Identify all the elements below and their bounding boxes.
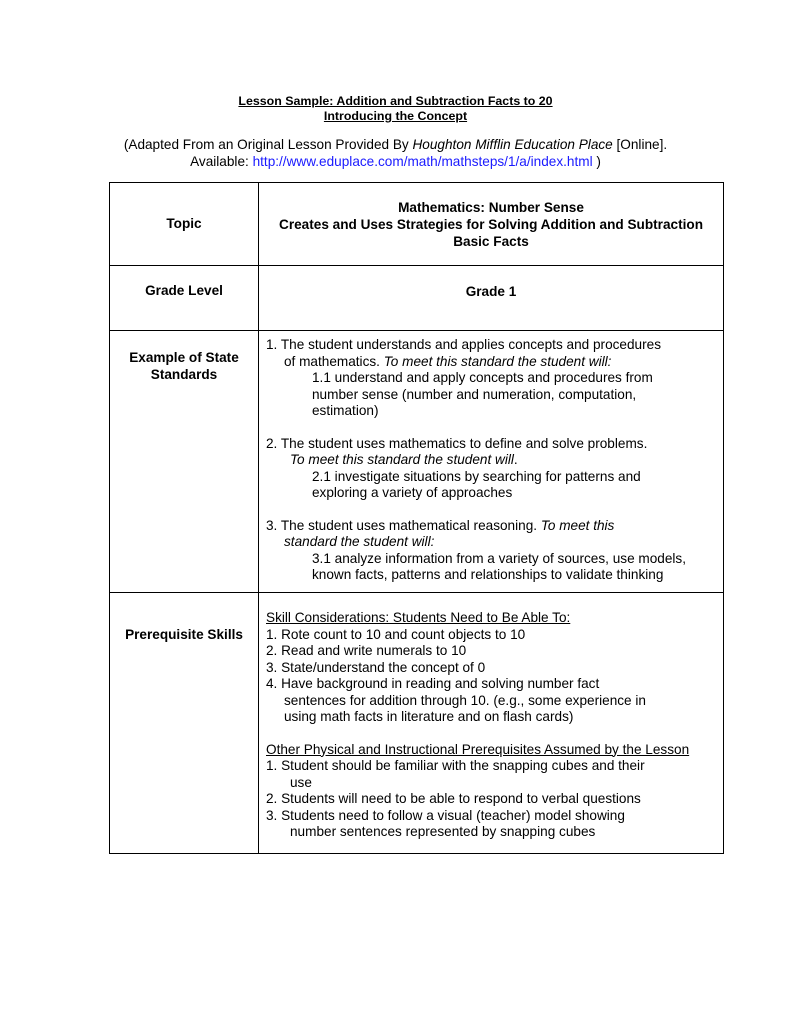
other-item-1: 1. Student should be familiar with the snapping cubes and their [266, 758, 645, 773]
adapted-suffix: [Online]. [612, 137, 668, 152]
table-row-grade [110, 266, 724, 331]
standard-3-line-1b: To meet this [540, 517, 615, 533]
standard-1-sub-3: estimation) [312, 403, 379, 418]
standard-2-line-2-end: . [513, 452, 518, 467]
prereq-item-4: 4. Have background in reading and solving number fact [266, 676, 600, 691]
prereq-value-cell [259, 593, 724, 854]
prereq-item-4-cont-2: using math facts in literature and on flash cards) [284, 709, 574, 724]
standard-1-line-2 [266, 354, 723, 371]
standards-value-cell [259, 331, 724, 593]
standard-1-line-2b: To meet this standard the student will: [383, 353, 612, 369]
table-row-topic [110, 183, 724, 266]
prereq-label-cell [110, 593, 259, 854]
prereq-label: Prerequisite Skills [125, 627, 243, 642]
grade-value: Grade 1 [465, 284, 517, 299]
prereq-heading-1: Skill Considerations: Students Need to Be Able To: [266, 610, 571, 625]
standard-3-line-1 [266, 518, 723, 535]
close-paren: ) [592, 153, 601, 169]
standard-1-line-2a: of mathematics. [284, 353, 384, 369]
prereq-item-3: 3. State/understand the concept of 0 [266, 659, 486, 675]
standard-1-line-1: 1. The student understands and applies concepts and procedures [266, 337, 661, 352]
topic-line-2: Creates and Uses Strategies for Solving Addition and Subtraction [279, 217, 703, 232]
grade-label-cell [110, 266, 259, 331]
standard-2-line-1: 2. The student uses mathematics to define and solve problems. [266, 435, 648, 451]
prereq-heading-2-wrap [266, 742, 723, 759]
standards-label-line-1: Example of State [129, 350, 239, 365]
standard-3-line-1a: 3. The student uses mathematical reasoning. [266, 517, 541, 533]
other-item-3-cont: number sentences represented by snapping cubes [290, 824, 596, 839]
other-item-2: 2. Students will need to be able to respond to verbal questions [266, 791, 641, 806]
prereq-item-1: 1. Rote count to 10 and count objects to 10 [266, 626, 526, 642]
grade-value-cell [259, 266, 724, 331]
standard-2-sub-2: exploring a variety of approaches [312, 485, 513, 500]
standard-3-sub-2: known facts, patterns and relationships to validate thinking [312, 567, 664, 582]
standard-3-line-2 [266, 534, 723, 551]
topic-label-cell [110, 183, 259, 266]
standard-2-line-2-text: To meet this standard the student will [290, 452, 514, 467]
standard-3-sub-1: 3.1 analyze information from a variety of sources, use models, [312, 550, 687, 566]
available-label: Available: [190, 153, 253, 169]
document-title: Lesson Sample: Addition and Subtraction Facts to 20 [238, 94, 553, 108]
topic-line-3: Basic Facts [453, 234, 529, 249]
standard-1-sub-1: 1.1 understand and apply concepts and procedures from [312, 370, 653, 385]
topic-value-cell [259, 183, 724, 266]
standards-label-cell [110, 331, 259, 593]
source-link[interactable]: http://www.eduplace.com/math/mathsteps/1/a/index.html [252, 153, 593, 169]
table-row-prereq [110, 593, 724, 854]
adapted-prefix: (Adapted From an Original Lesson Provided By [123, 137, 413, 152]
prereq-item-2: 2. Read and write numerals to 10 [266, 643, 467, 658]
topic-label: Topic [166, 216, 202, 231]
standard-3-line-2-text: standard the student will: [284, 534, 435, 549]
prereq-heading-1-wrap [266, 610, 723, 627]
document-subtitle: Introducing the Concept [323, 109, 468, 123]
table-row-standards [110, 331, 724, 593]
standard-1-sub-2: number sense (number and numeration, computation, [312, 386, 637, 402]
topic-line-1: Mathematics: Number Sense [398, 200, 584, 215]
adapted-note [0, 137, 791, 170]
adapted-source: Houghton Mifflin Education Place [412, 137, 613, 152]
standards-label-line-2: Standards [150, 367, 218, 382]
grade-label: Grade Level [145, 283, 223, 298]
standard-2-sub-1: 2.1 investigate situations by searching for patterns and [312, 468, 641, 484]
other-item-1-cont: use [290, 774, 312, 790]
prereq-heading-2: Other Physical and Instructional Prerequisites Assumed by the Lesson [266, 741, 690, 757]
prereq-item-4-cont-1: sentences for addition through 10. (e.g., some experience in [284, 692, 646, 708]
lesson-table [109, 182, 724, 854]
other-item-3: 3. Students need to follow a visual (teacher) model showing [266, 807, 625, 823]
standard-2-line-2 [266, 452, 723, 469]
